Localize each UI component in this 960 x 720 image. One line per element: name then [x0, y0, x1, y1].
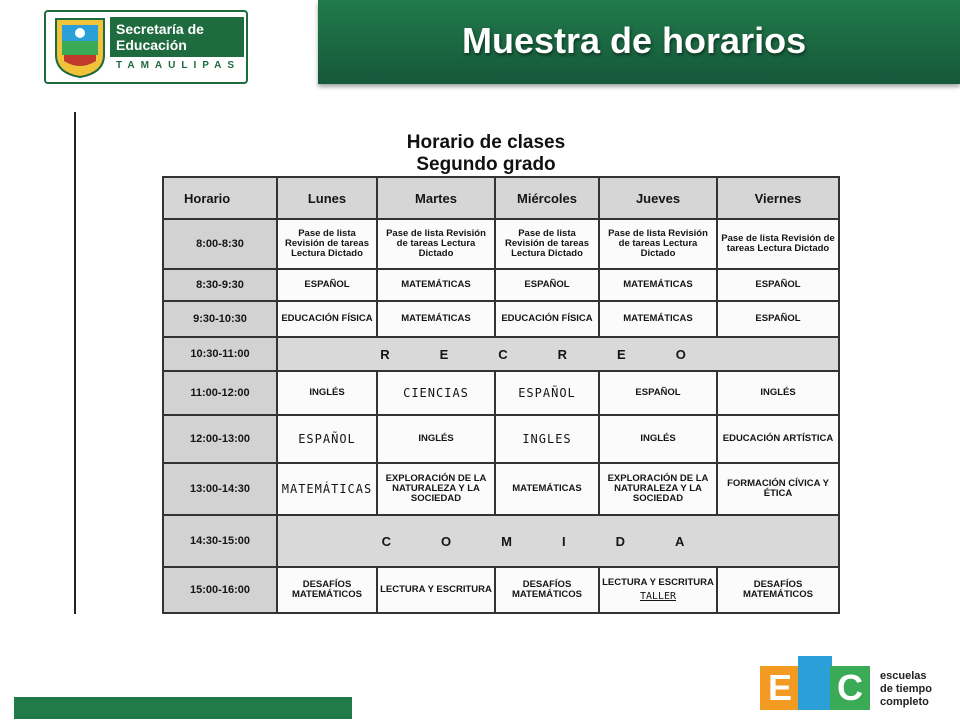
document-title-line2: Segundo grado — [416, 154, 556, 175]
schedule-cell: FORMACIÓN CÍVICA Y ÉTICA — [717, 463, 839, 515]
table-row — [163, 415, 839, 463]
table-row — [163, 371, 839, 415]
time-cell: 11:00-12:00 — [163, 371, 277, 415]
schedule-cell: EXPLORACIÓN DE LA NATURALEZA Y LA SOCIEDAD — [377, 463, 495, 515]
time-cell: 10:30-11:00 — [163, 337, 277, 371]
table-row — [163, 463, 839, 515]
schedule-cell: EDUCACIÓN FÍSICA — [495, 301, 599, 337]
schedule-cell: ESPAÑOL — [495, 269, 599, 301]
schedule-cell: DESAFÍOS MATEMÁTICOS — [495, 567, 599, 613]
schedule-cell: ESPAÑOL — [277, 269, 377, 301]
scanned-schedule-image — [74, 112, 876, 614]
sep-tamaulipas-logo — [44, 10, 248, 84]
etc-logo-text — [880, 670, 932, 709]
org-name-line2: Educación — [116, 37, 187, 53]
etc-c-block: C — [830, 666, 870, 710]
time-cell: 8:30-9:30 — [163, 269, 277, 301]
time-cell: 14:30-15:00 — [163, 515, 277, 567]
schedule-cell: EDUCACIÓN ARTÍSTICA — [717, 415, 839, 463]
handwritten-cell: ESPAÑOL — [277, 415, 377, 463]
time-cell: 12:00-13:00 — [163, 415, 277, 463]
schedule-cell: ESPAÑOL — [599, 371, 717, 415]
schedule-cell: DESAFÍOS MATEMÁTICOS — [277, 567, 377, 613]
schedule-cell: EDUCACIÓN FÍSICA — [277, 301, 377, 337]
break-cell-recreo: RECREO — [277, 337, 839, 371]
handwritten-cell: MATEMÁTICAS — [277, 463, 377, 515]
handwritten-cell: ESPAÑOL — [495, 371, 599, 415]
org-state: TAMAULIPAS — [116, 60, 241, 71]
schedule-table — [162, 176, 840, 614]
schedule-cell: LECTURA Y ESCRITURA — [377, 567, 495, 613]
column-header-lunes: Lunes — [277, 177, 377, 219]
schedule-cell: INGLÉS — [377, 415, 495, 463]
schedule-cell: DESAFÍOS MATEMÁTICOS — [717, 567, 839, 613]
table-header-row — [163, 177, 839, 219]
slide-title: Muestra de horarios — [462, 20, 807, 61]
table-row — [163, 567, 839, 613]
table-row-break — [163, 515, 839, 567]
schedule-cell: MATEMÁTICAS — [599, 301, 717, 337]
schedule-cell: MATEMÁTICAS — [599, 269, 717, 301]
column-header-viernes: Viernes — [717, 177, 839, 219]
schedule-cell: Pase de lista Revisión de tareas Lectura Dictado — [495, 219, 599, 269]
table-row — [163, 269, 839, 301]
handwritten-cell: INGLES — [495, 415, 599, 463]
document-title-line1: Horario de clases — [406, 132, 566, 153]
schedule-cell: MATEMÁTICAS — [377, 269, 495, 301]
schedule-cell: MATEMÁTICAS — [495, 463, 599, 515]
schedule-cell: ESPAÑOL — [717, 269, 839, 301]
table-row — [163, 219, 839, 269]
schedule-cell: Pase de lista Revisión de tareas Lectura Dictado — [377, 219, 495, 269]
schedule-cell: INGLÉS — [277, 371, 377, 415]
schedule-cell: Pase de lista Revisión de tareas Lectura Dictado — [599, 219, 717, 269]
etc-logo — [760, 656, 950, 712]
column-header-jueves: Jueves — [599, 177, 717, 219]
title-bar — [318, 0, 960, 84]
document-title — [366, 132, 606, 176]
schedule-cell: ESPAÑOL — [717, 301, 839, 337]
etc-t-block — [798, 656, 832, 710]
time-cell: 15:00-16:00 — [163, 567, 277, 613]
schedule-cell: Pase de lista Revisión de tareas Lectura Dictado — [277, 219, 377, 269]
handwritten-cell: CIENCIAS — [377, 371, 495, 415]
schedule-cell — [599, 567, 717, 613]
time-cell: 8:00-8:30 — [163, 219, 277, 269]
table-row — [163, 301, 839, 337]
column-header-martes: Martes — [377, 177, 495, 219]
schedule-cell: Pase de lista Revisión de tareas Lectura Dictado — [717, 219, 839, 269]
table-row-break — [163, 337, 839, 371]
org-name-line1: Secretaría de — [116, 21, 204, 37]
time-cell: 13:00-14:30 — [163, 463, 277, 515]
time-cell: 9:30-10:30 — [163, 301, 277, 337]
schedule-cell: EXPLORACIÓN DE LA NATURALEZA Y LA SOCIEDAD — [599, 463, 717, 515]
schedule-cell: INGLÉS — [717, 371, 839, 415]
handwritten-note: TALLER — [639, 591, 677, 602]
break-cell-comida: COMIDA — [277, 515, 839, 567]
etc-text-line1: escuelas — [880, 670, 927, 682]
schedule-cell-text: LECTURA Y ESCRITURA — [602, 577, 714, 588]
footer-bar — [14, 697, 352, 719]
etc-e-block: E — [760, 666, 800, 710]
schedule-cell: INGLÉS — [599, 415, 717, 463]
column-header-horario: Horario — [163, 177, 277, 219]
schedule-cell: MATEMÁTICAS — [377, 301, 495, 337]
etc-text-line2: de tiempo — [880, 683, 932, 695]
state-seal-icon — [52, 15, 108, 79]
etc-text-line3: completo — [880, 696, 929, 708]
column-header-miercoles: Miércoles — [495, 177, 599, 219]
org-name — [110, 17, 244, 57]
